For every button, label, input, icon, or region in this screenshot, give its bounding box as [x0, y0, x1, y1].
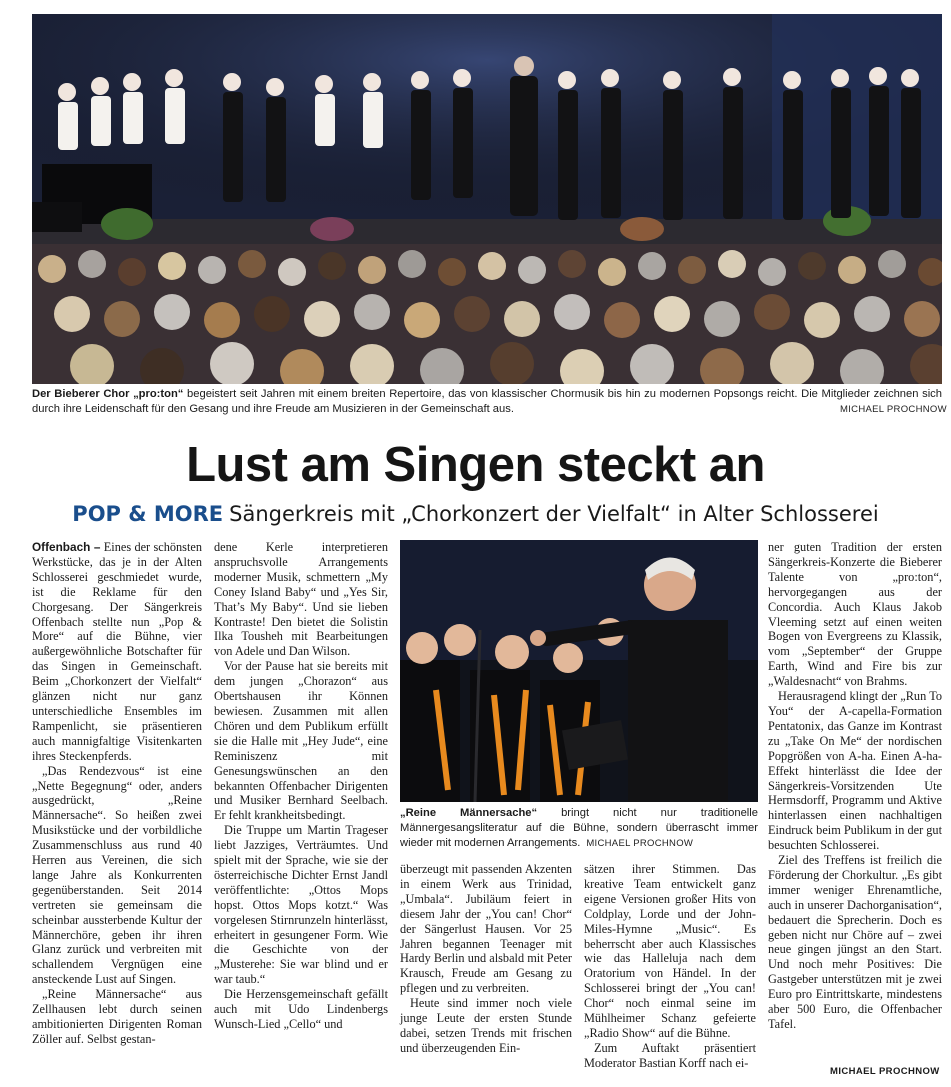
paragraph: „Das Rendezvous“ ist eine „Nette Begegnung“ oder, anders ausgedrückt, „Reine Männersache“. So heißen zwei Musikstücke und der vorbildliche Zusammenschluss aus rund 40 Herren aus Vereinen, die sich lange Jahre als Konkurrenten gegenüberstanden. Seit 2014 vertreten sie gemeinsam die scheinbar aussterbende Kultur der Männerchöre, geben ihr ihren Glanz zurück und verbreiten mit schallendem Vergnügen eine ansteckende Lust auf Singen. [32, 763, 202, 987]
paragraph: Herausragend klingt der „Run To You“ der A-capella-Formation Pentatonix, das Ganze im Kontrast zu „Take On Me“ der nordischen Popgrößen von A-ha. Einen A-ha-Effekt hinterlässt die Idee der Sängerkreis-Vorsitzenden Ute Hermsdorff, Programm und Aktive hinterlassen einen nachhaltigen Eindruck beim Publikum in der gut besuchten Schlosserei. [768, 689, 942, 853]
article-column-2 [214, 540, 388, 1032]
article-column-5 [768, 540, 942, 1032]
headline: Lust am Singen steckt an [186, 438, 765, 492]
top-photo-credit: MICHAEL PROCHNOW [840, 404, 947, 415]
author-credit: MICHAEL PROCHNOW [830, 1066, 940, 1077]
paragraph: Die Herzensgemeinschaft gefällt auch mit Udo Lindenbergs Wunsch-Lied „Cello“ und [214, 987, 388, 1031]
paragraph [32, 540, 202, 764]
article-column-1 [32, 540, 202, 1047]
choir-concert-photo [32, 14, 942, 384]
mid-photo-caption [400, 806, 758, 851]
mens-choir-photo [400, 540, 758, 802]
paragraph: Die Truppe um Martin Trageser liebt Jazziges, Verträumtes. Und spielt mit der Sprache, wie sie der österreichische Dichter Ernst Jandl veröffentlichte: „Ottos Mops hopst. Ottos Mops kotzt.“ Was vorgelesen Stirnrunzeln hinterlässt, erheitert in gesungener Form. Wie die Geschichte von der „Musterehe: Sie war blind und er war taub.“ [214, 823, 388, 987]
paragraph: „Reine Männersache“ aus Zellhausen lebt durch seinen ambitionierten Dirigenten Roman Zöller auf. Selbst gestan- [32, 987, 202, 1046]
dateline: Offenbach – [32, 540, 101, 554]
top-caption-lead: Der Bieberer Chor „pro:ton“ [32, 388, 184, 400]
paragraph: Ziel des Treffens ist freilich die Förderung der Chorkultur. „Es gibt immer weniger Ehrenamtliche, auch in unserer Dachorganisation“, bedauert die Sprecherin. Doch es geben nicht nur Chöre auf – zwei neue gingen jüngst an den Start. Und noch mehr Positives: Die Gastgeber unterstützen mit je zwei Euro pro Eintrittskarte, mindestens aber 500 Euro, die Offenbacher Tafel. [768, 853, 942, 1031]
top-caption-text: begeistert seit Jahren mit einem breiten Repertoire, das von klassischer Chormusik bis hin zu modernen Popsongs reicht. Die Mitglieder zeichnen sich durch ihre Leidenschaft für den Gesang und ihre Freude am Musizieren in der Gemeinschaft aus. [32, 388, 942, 415]
article-column-3 [400, 862, 572, 1056]
paragraph: Zum Auftakt präsentiert Moderator Bastian Korff nach ei- [584, 1040, 756, 1070]
article-column-4 [584, 862, 756, 1071]
paragraph: dene Kerle interpretieren anspruchsvolle Arrangements moderner Musik, schmettern „My Coney Island Baby“ und „Yes Sir, That’s My Baby“. Und sie lieben Kontraste! Den bietet die Solistin Ilka Tousheh mit Bearbeitungen von Adele und Dan Wilson. [214, 540, 388, 659]
top-photo-caption [32, 387, 942, 417]
mid-caption-text: bringt nicht nur traditionelle Männergesangsliteratur auf die Bühne, sondern überrascht immer wieder mit modernen Arrangements. [400, 807, 758, 849]
paragraph: sätzen ihrer Stimmen. Das kreative Team entwickelt ganz eigene Versionen großer Hits von Coldplay, Lorde und der John-Miles-Hymne „Music“. Es beherrscht aber auch Klassisches wie das Halleluja nach dem Oratorium von Händel. In der Schlosserei bringt der „You can! Chor“ noch einmal seine im Mühlheimer Schanz gefeierte „Radio Show“ auf die Bühne. [584, 862, 756, 1040]
mid-photo-credit: MICHAEL PROCHNOW [586, 838, 694, 849]
subheadline [0, 502, 951, 526]
paragraph: Heute sind immer noch viele junge Leute der ersten Stunde dabei, setzen Trends mit frischen und überzeugenden Ein- [400, 996, 572, 1055]
subhead-text: Sängerkreis mit „Chorkonzert der Vielfalt“ in Alter Schlosserei [229, 502, 879, 526]
paragraph: überzeugt mit passenden Akzenten in einem Werk aus Trinidad, „Umbala“. Jubiläum feiert in diesem Jahr der „You can! Chor“ der Sängerlust Hausen. Vor 25 Jahren begannen Teenager mit Hardy Berlin und alsbald mit Peter Krausch, Freude am Gesang zu pflegen und zu verbreiten. [400, 862, 572, 996]
subhead-kicker: POP & MORE [72, 502, 224, 526]
paragraph-text: Eines der schönsten Werkstücke, das je in der Alten Schlosserei geschmiedet wurde, ist die Reklame für den Chorgesang. Der Sängerkreis Offenbach stellte nun „Pop & More“ auf die Bühne, vier außergewöhnliche Botschafter für das Singen in Gemeinschaft. Beim „Chorkonzert der Vielfalt“ glänzen nicht nur ganz unterschiedliche Ensembles im Rampenlicht, sie präsentieren auch mannigfaltige Visitenkarten ihres Steckenpferds. [32, 540, 202, 763]
paragraph: Vor der Pause hat sie bereits mit dem jungen „Chorazon“ aus Obertshausen ihr Können bewiesen. Zusammen mit allen Chören und dem Publikum erfüllt sie die Halle mit „Hey Jude“, eine Reminiszenz mit Genesungswünschen an den bekannten Offenbacher Dirigenten und Musiker Bernhard Seelbach. Er fehlt krankheitsbedingt. [214, 659, 388, 823]
mid-caption-lead: „Reine Männersache“ [400, 807, 538, 819]
paragraph: ner guten Tradition der ersten Sängerkreis-Konzerte die Bieberer Talente von „pro:ton“, hervorgegangen aus der Concordia. Auch Klaus Jakob Vleeming setzt auf einen weiten Bogen von Evergreens zu Klassik, vom „September“ der Gruppe Earth, Wind and Fire bis zur „Waldesnacht“ von Brahms. [768, 540, 942, 689]
